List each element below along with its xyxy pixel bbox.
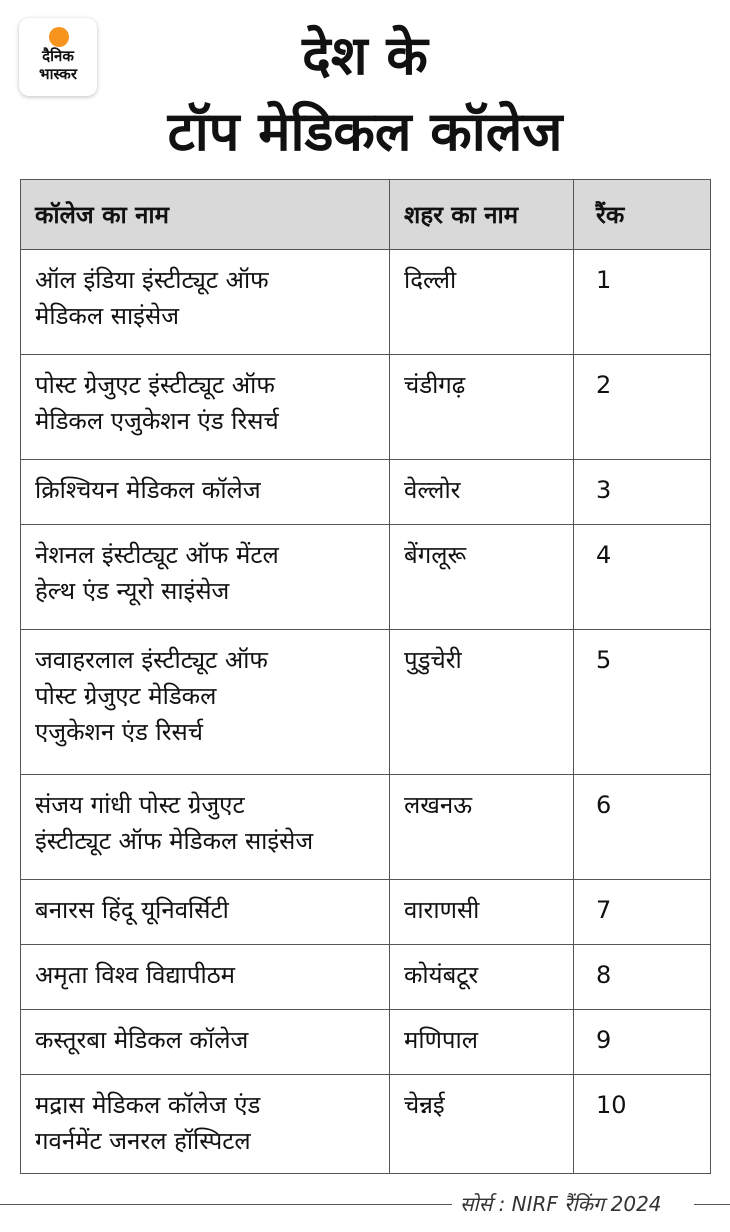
college-name-line: जवाहरलाल इंस्टीट्यूट ऑफ — [35, 646, 268, 674]
college-name-line: क्रिश्चियन मेडिकल कॉलेज — [35, 476, 261, 504]
page-title-line-1: देश के — [302, 24, 428, 87]
table-row — [21, 1075, 711, 1174]
rank-cell: 9 — [574, 1010, 711, 1075]
college-name-cell — [21, 945, 390, 1010]
city-name-cell: वाराणसी — [390, 880, 574, 945]
college-name-cell — [21, 355, 390, 460]
college-name-cell — [21, 775, 390, 880]
college-name-line: ऑल इंडिया इंस्टीट्यूट ऑफ — [35, 266, 269, 294]
city-name-cell: लखनऊ — [390, 775, 574, 880]
college-name-line: बनारस हिंदू यूनिवर्सिटी — [35, 896, 229, 924]
table-row — [21, 880, 711, 945]
college-name-line: इंस्टीट्यूट ऑफ मेडिकल साइंसेज — [35, 827, 314, 855]
college-name-cell — [21, 1075, 390, 1174]
footer-divider-right — [694, 1204, 730, 1205]
college-name-line: मेडिकल साइंसेज — [35, 302, 179, 330]
college-name-line: मद्रास मेडिकल कॉलेज एंड — [35, 1091, 261, 1119]
table-row — [21, 1010, 711, 1075]
city-name-cell: बेंगलूरू — [390, 525, 574, 630]
college-name-line: कस्तूरबा मेडिकल कॉलेज — [35, 1026, 249, 1054]
footer-divider-left — [0, 1204, 452, 1205]
city-name-cell: चंडीगढ़ — [390, 355, 574, 460]
rank-cell: 3 — [574, 460, 711, 525]
rank-cell: 7 — [574, 880, 711, 945]
rank-cell: 6 — [574, 775, 711, 880]
table-row — [21, 630, 711, 775]
header-city-name: शहर का नाम — [390, 180, 574, 250]
source-text: सोर्स : NIRF रैंकिंग 2024 — [460, 1192, 662, 1216]
city-name-cell: चेन्नई — [390, 1075, 574, 1174]
table-row — [21, 775, 711, 880]
college-name-line: मेडिकल एजुकेशन एंड रिसर्च — [35, 407, 279, 435]
table-header-row — [21, 180, 711, 250]
college-name-cell — [21, 250, 390, 355]
table-row — [21, 525, 711, 630]
college-name-cell — [21, 880, 390, 945]
rank-cell: 4 — [574, 525, 711, 630]
table-row — [21, 250, 711, 355]
table-row — [21, 355, 711, 460]
city-name-cell: वेल्लोर — [390, 460, 574, 525]
source-footer — [0, 1188, 730, 1218]
college-name-line: एजुकेशन एंड रिसर्च — [35, 718, 204, 746]
logo-line-1: दैनिक — [42, 47, 74, 65]
city-name-cell: दिल्ली — [390, 250, 574, 355]
table-row — [21, 945, 711, 1010]
rank-cell: 2 — [574, 355, 711, 460]
city-name-cell: कोयंबटूर — [390, 945, 574, 1010]
college-name-cell — [21, 460, 390, 525]
city-name-cell: मणिपाल — [390, 1010, 574, 1075]
logo-line-2: भास्कर — [39, 65, 77, 83]
college-name-line: नेशनल इंस्टीट्यूट ऑफ मेंटल — [35, 541, 279, 569]
page-title-line-2: टॉप मेडिकल कॉलेज — [167, 100, 563, 163]
college-name-line: पोस्ट ग्रेजुएट इंस्टीट्यूट ऑफ — [35, 371, 275, 399]
college-name-line: गवर्नमेंट जनरल हॉस्पिटल — [35, 1127, 251, 1155]
rank-cell: 1 — [574, 250, 711, 355]
college-name-line: हेल्थ एंड न्यूरो साइंसेज — [35, 577, 230, 605]
rank-cell: 5 — [574, 630, 711, 775]
table-row — [21, 460, 711, 525]
header-rank: रैंक — [574, 180, 711, 250]
college-name-cell — [21, 630, 390, 775]
rank-cell: 8 — [574, 945, 711, 1010]
college-name-line: पोस्ट ग्रेजुएट मेडिकल — [35, 682, 217, 710]
rank-cell: 10 — [574, 1075, 711, 1174]
college-name-cell — [21, 1010, 390, 1075]
college-name-line: संजय गांधी पोस्ट ग्रेजुएट — [35, 791, 245, 819]
college-name-cell — [21, 525, 390, 630]
college-name-line: अमृता विश्व विद्यापीठम — [35, 961, 235, 989]
colleges-table — [20, 179, 711, 1174]
city-name-cell: पुडुचेरी — [390, 630, 574, 775]
header-college-name: कॉलेज का नाम — [21, 180, 390, 250]
